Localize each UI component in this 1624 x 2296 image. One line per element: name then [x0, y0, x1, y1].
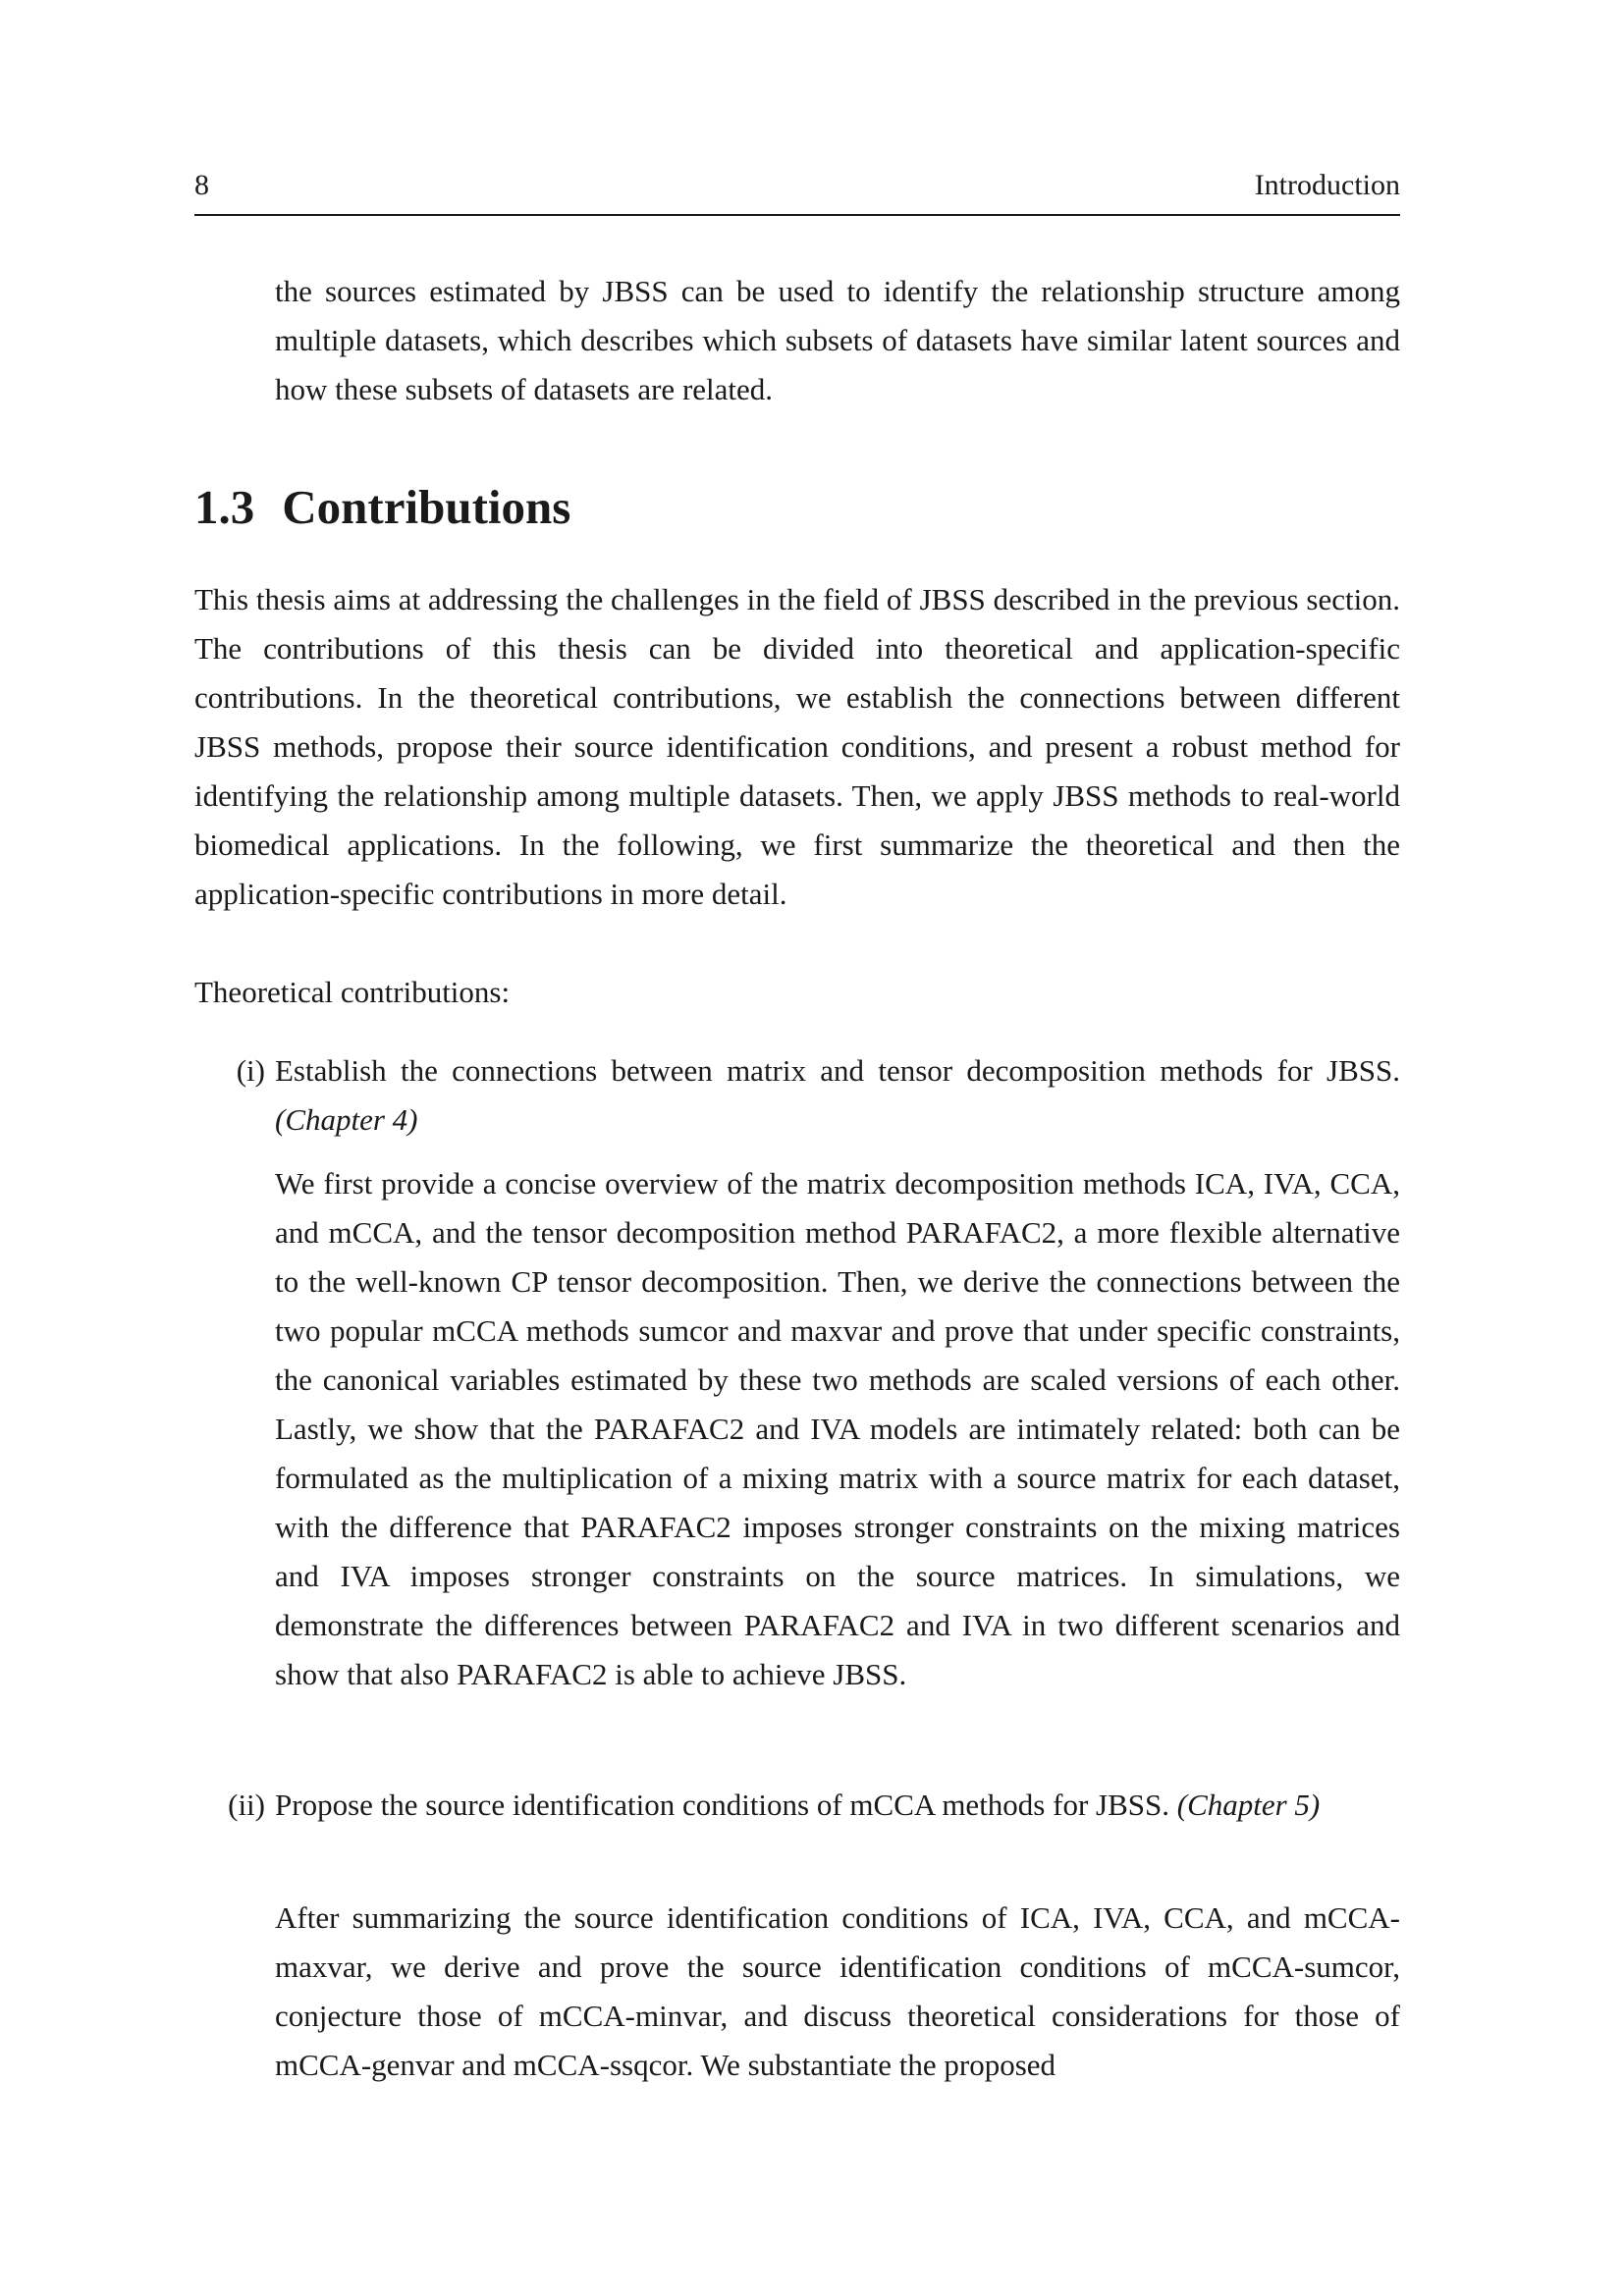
chapter-title: Introduction	[1254, 169, 1400, 201]
section-number: 1.3	[194, 480, 255, 534]
list-intro: Theoretical contributions:	[194, 975, 511, 1009]
item-body: After summarizing the source identification conditions of ICA, IVA, CCA, and mCCA-maxvar, we derive and prove the source identification conditions of mCCA-sumcor, conjecture those of mCCA-minvar, and discuss theoretical considerations for those of mCCA-genvar and mCCA-ssqcor. We substantiate the proposed	[275, 1900, 1400, 2082]
item-lead-text: Propose the source identification conditions of mCCA methods for JBSS.	[275, 1788, 1169, 1822]
chapter-reference: (Chapter 5)	[1176, 1788, 1321, 1822]
contributions-paragraph: This thesis aims at addressing the challenges in the field of JBSS described in the previous section. The contributions of this thesis can be divided into theoretical and application-specific contributions. In the theoretical contributions, we establish the connections between different JBSS methods, propose their source identification conditions, and present a robust method for identifying the relationship among multiple datasets. Then, we apply JBSS methods to real-world biomedical applications. In the following, we first summarize the theoretical and then the application-specific contributions in more detail.	[194, 582, 1400, 911]
chapter-reference: (Chapter 4)	[275, 1102, 418, 1137]
item-lead	[275, 1046, 1400, 1145]
item-lead	[275, 1781, 1400, 1830]
running-header	[194, 165, 1400, 216]
section-title: Contributions	[282, 480, 571, 534]
page-number: 8	[194, 169, 209, 201]
item-body: We first provide a concise overview of the matrix decomposition methods ICA, IVA, CCA, and mCCA, and the tensor decomposition method PARAFAC2, a more flexible alternative to the well-known CP tensor decomposition. Then, we derive the connections between the two popular mCCA methods sumcor and maxvar and prove that under specific constraints, the canonical variables estimated by these two methods are scaled versions of each other. Lastly, we show that the PARAFAC2 and IVA models are intimately related: both can be formulated as the multiplication of a mixing matrix with a source matrix for each dataset, with the difference that PARAFAC2 imposes stronger constraints on the mixing matrices and IVA imposes stronger constraints on the source matrices. In simulations, we demonstrate the differences between PARAFAC2 and IVA in two different scenarios and show that also PARAFAC2 is able to achieve JBSS.	[275, 1166, 1400, 1691]
intro-paragraph: the sources estimated by JBSS can be used to identify the relationship structure among multiple datasets, which describes which subsets of datasets have similar latent sources and how these subsets of datasets are related.	[275, 274, 1400, 406]
section-heading	[194, 478, 570, 537]
list-marker: (i)	[236, 1053, 265, 1088]
list-marker: (ii)	[228, 1788, 265, 1822]
item-lead-text: Establish the connections between matrix and tensor decomposition methods for JBSS.	[275, 1053, 1400, 1088]
